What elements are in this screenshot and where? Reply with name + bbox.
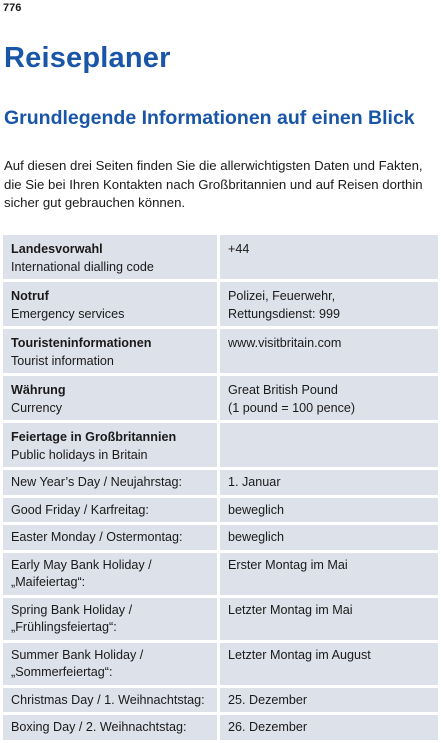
info-row bbox=[3, 235, 438, 279]
holiday-row bbox=[3, 553, 438, 595]
holiday-date-cell: 25. Dezember bbox=[220, 688, 438, 713]
info-label-cell bbox=[3, 423, 217, 467]
info-value-line: Great British Pound bbox=[228, 383, 338, 397]
info-table-body bbox=[3, 235, 438, 740]
info-table bbox=[0, 232, 441, 743]
info-value-line: www.visitbritain.com bbox=[228, 336, 342, 350]
info-label-cell bbox=[3, 282, 217, 326]
info-value-line: +44 bbox=[228, 242, 250, 256]
holiday-name-cell: Early May Bank Holiday / „Maifeiertag“: bbox=[3, 553, 217, 595]
info-row bbox=[3, 423, 438, 467]
holiday-row bbox=[3, 688, 438, 713]
info-label-en: Tourist information bbox=[11, 353, 114, 368]
info-value-cell bbox=[220, 376, 438, 420]
info-value-line: Rettungsdienst: 999 bbox=[228, 306, 341, 321]
info-label-de: Feiertage in Großbritannien bbox=[11, 430, 177, 444]
holiday-row bbox=[3, 715, 438, 740]
holiday-row bbox=[3, 643, 438, 685]
info-value-cell bbox=[220, 329, 438, 373]
holiday-name-cell: Easter Monday / Ostermontag: bbox=[3, 525, 217, 550]
info-label-cell bbox=[3, 376, 217, 420]
info-value-cell bbox=[220, 235, 438, 279]
holiday-date-cell: 26. Dezember bbox=[220, 715, 438, 740]
holiday-date-cell: beweglich bbox=[220, 525, 438, 550]
holiday-date-cell: 1. Januar bbox=[220, 470, 438, 495]
holiday-date-cell: beweglich bbox=[220, 498, 438, 523]
section-subtitle: Grundlegende Informationen auf einen Blick bbox=[4, 107, 415, 129]
holiday-name-cell: Summer Bank Holiday / „Sommerfeiertag“: bbox=[3, 643, 217, 685]
holiday-date-cell: Letzter Montag im August bbox=[220, 643, 438, 685]
page-title: Reiseplaner bbox=[4, 42, 171, 74]
holiday-date-cell: Letzter Montag im Mai bbox=[220, 598, 438, 640]
info-value-line: (1 pound = 100 pence) bbox=[228, 400, 356, 415]
holiday-row bbox=[3, 525, 438, 550]
page-number: 776 bbox=[3, 2, 22, 14]
info-value-cell bbox=[220, 282, 438, 326]
holiday-name-cell: Good Friday / Karfreitag: bbox=[3, 498, 217, 523]
info-label-de: Landesvorwahl bbox=[11, 242, 103, 256]
holiday-name-cell: Boxing Day / 2. Weihnachtstag: bbox=[3, 715, 217, 740]
info-label-de: Touristeninformationen bbox=[11, 336, 152, 350]
info-label-de: Notruf bbox=[11, 289, 49, 303]
holiday-name-cell: New Year’s Day / Neujahrstag: bbox=[3, 470, 217, 495]
info-row bbox=[3, 329, 438, 373]
info-label-cell bbox=[3, 329, 217, 373]
holiday-row bbox=[3, 470, 438, 495]
info-label-en: International dialling code bbox=[11, 259, 154, 274]
info-label-de: Währung bbox=[11, 383, 66, 397]
info-label-cell bbox=[3, 235, 217, 279]
info-label-en: Currency bbox=[11, 400, 63, 415]
info-label-en: Public holidays in Britain bbox=[11, 447, 148, 462]
info-row bbox=[3, 282, 438, 326]
holiday-name-cell: Spring Bank Holiday / „Frühlingsfeiertag“: bbox=[3, 598, 217, 640]
info-value-line: Polizei, Feuerwehr, bbox=[228, 289, 336, 303]
info-row bbox=[3, 376, 438, 420]
holiday-date-cell: Erster Montag im Mai bbox=[220, 553, 438, 595]
holiday-row bbox=[3, 498, 438, 523]
info-value-cell bbox=[220, 423, 438, 467]
holiday-name-cell: Christmas Day / 1. Weihnachtstag: bbox=[3, 688, 217, 713]
holiday-row bbox=[3, 598, 438, 640]
info-label-en: Emergency services bbox=[11, 306, 125, 321]
intro-paragraph: Auf diesen drei Seiten finden Sie die allerwichtigsten Daten und Fakten, die Sie bei Ihren Kontakten nach Großbritannien und auf Reisen dorthin sicher gut gebrauchen können. bbox=[4, 158, 423, 210]
